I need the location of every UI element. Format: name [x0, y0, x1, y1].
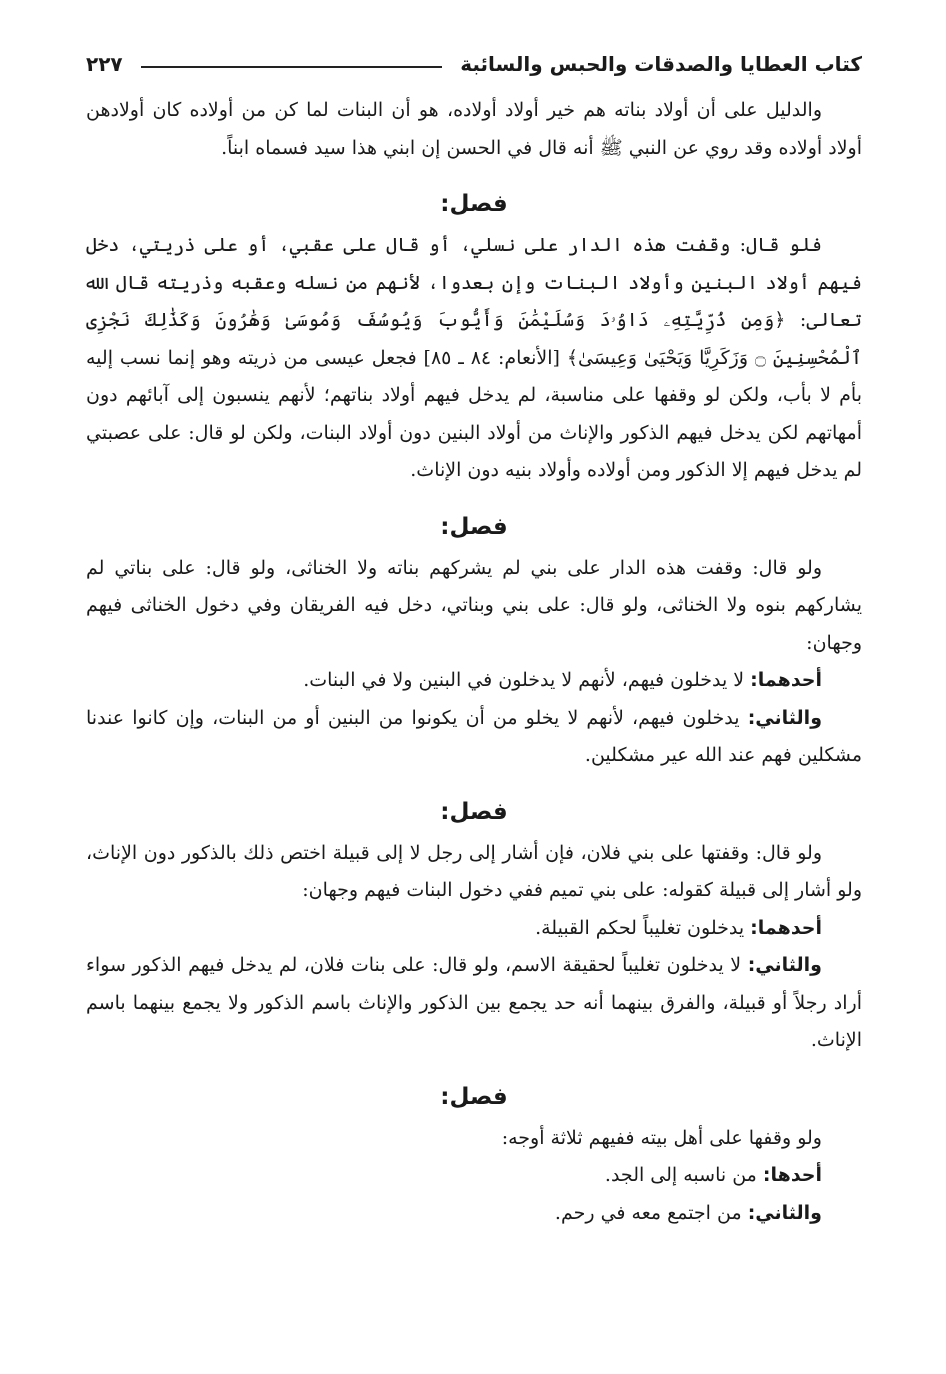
section-2	[86, 510, 862, 775]
item-text: من ناسبه إلى الجد.	[604, 1164, 757, 1186]
item-label: والثاني:	[747, 706, 823, 729]
page-number: ٢٢٧	[86, 52, 123, 76]
book-title: كتاب العطايا والصدقات والحبس والسائبة	[460, 52, 862, 76]
list-item	[86, 947, 862, 1060]
intro-paragraph: والدليل على أن أولاد بناته هم خير أولاد أولاده، هو أن البنات لما كن من أولاده كان أولادهن أولاد أولاده وقد روي عن النبي ﷺ أنه قال في الحسن إن ابني هذا سيد فسماه ابناً.	[86, 99, 862, 159]
section-4	[86, 1080, 862, 1233]
section-paragraph: ولو قال: وقفتها على بني فلان، فإن أشار إلى رجل لا إلى قبيلة اختص ذلك بالذكور دون الإناث، ولو أشار إلى قبيلة كقوله: على بني تميم ففي دخول البنات فيهم وجهان:	[86, 841, 862, 901]
item-text: من اجتمع معه في رحم.	[554, 1201, 742, 1224]
section-heading: فصل:	[440, 191, 508, 217]
list-item	[86, 1195, 862, 1233]
page-body	[86, 92, 862, 1232]
item-text: يدخلون فيهم، لأنهم لا يخلو من أن يكونوا من البنين أو من البنات، وإن كانوا عندنا مشكلين فهم عند الله عير مشكلين.	[86, 706, 862, 766]
item-text: لا يدخلون تغليباً لحقيقة الاسم، ولو قال: على بنات فلان، لم يدخل فيهم الذكور سواء أراد رجلاً أو قبيلة، والفرق بينهما أنه حد يجمع بين الذكور والإناث باسم الذكور ولا يجمع بينهما باسم الإناث.	[86, 954, 862, 1051]
section-1	[86, 187, 862, 490]
item-text: لا يدخلون فيهم، لأنهم لا يدخلون في البنين ولا في البنات.	[303, 669, 745, 691]
list-item	[86, 700, 862, 775]
header-rule	[141, 66, 443, 68]
running-header	[86, 44, 862, 84]
item-label: أحدهما:	[750, 669, 822, 691]
section-paragraph: ولو قال: وقفت هذه الدار على بني لم يشركهم بناته ولا الخناثى، ولو قال: على بناتي لم يشاركهم بنوه ولا الخناثى، ولو قال: على بني وبناتي، دخل فيه الفريقان وفي دخول الخناثى فيهم وجهان:	[86, 556, 862, 654]
item-label: أحدها:	[762, 1164, 822, 1186]
section-heading: فصل:	[440, 798, 508, 825]
section-heading: فصل:	[440, 1083, 508, 1110]
item-label: والثاني:	[747, 954, 822, 976]
section-paragraph: ولو وقفها على أهل بيته ففيهم ثلاثة أوجه:	[501, 1126, 822, 1149]
item-label: أحدهما:	[750, 916, 822, 939]
item-text: يدخلون تغليباً لحكم القبيلة.	[535, 916, 745, 939]
section-heading: فصل:	[440, 513, 508, 540]
section-paragraph: فلو قال: وقفت هذه الدار على نسلي، أو قال على عقبي، أو على ذريتي، دخل فيهم أولاد البنين وأولاد البنات وإن بعدوا، لأنهم من نسله وعقبه وذريته قال الله تعالى: ﴿وَمِن ذُرِّيَّتِهِۦ دَاوُۥدَ وَسُلَيْمَٰنَ وَأَيُّوبَ وَيُوسُفَ وَمُوسَىٰ وَهَٰرُونَ وَكَذَٰلِكَ نَجْزِى ٱلْمُحْسِنِينَ ۝ وَزَكَرِيَّا وَيَحْيَىٰ وَعِيسَىٰ﴾ [الأنعام: ٨٤ ـ ٨٥] فجعل عيسى من ذريته وهو إنما نسب إليه بأم لا بأب، ولكن لو وقفها على مناسبة، لم يدخل فيهم أولاد بناتهم؛ لأنهم ينسبون إلى آبائهم دون أمهاتهم لكن يدخل فيهم الذكور والإناث من أولاد البنين دون أولاد البنات، ولكن لو قال: على عصبتي لم يدخل فيهم إلا الذكور ومن أولاده وأولاد بنيه دون الإناث.	[86, 234, 862, 481]
section-3	[86, 795, 862, 1060]
list-item	[86, 662, 862, 700]
list-item	[86, 1157, 862, 1195]
item-label: والثاني:	[747, 1201, 822, 1224]
list-item	[86, 910, 862, 948]
